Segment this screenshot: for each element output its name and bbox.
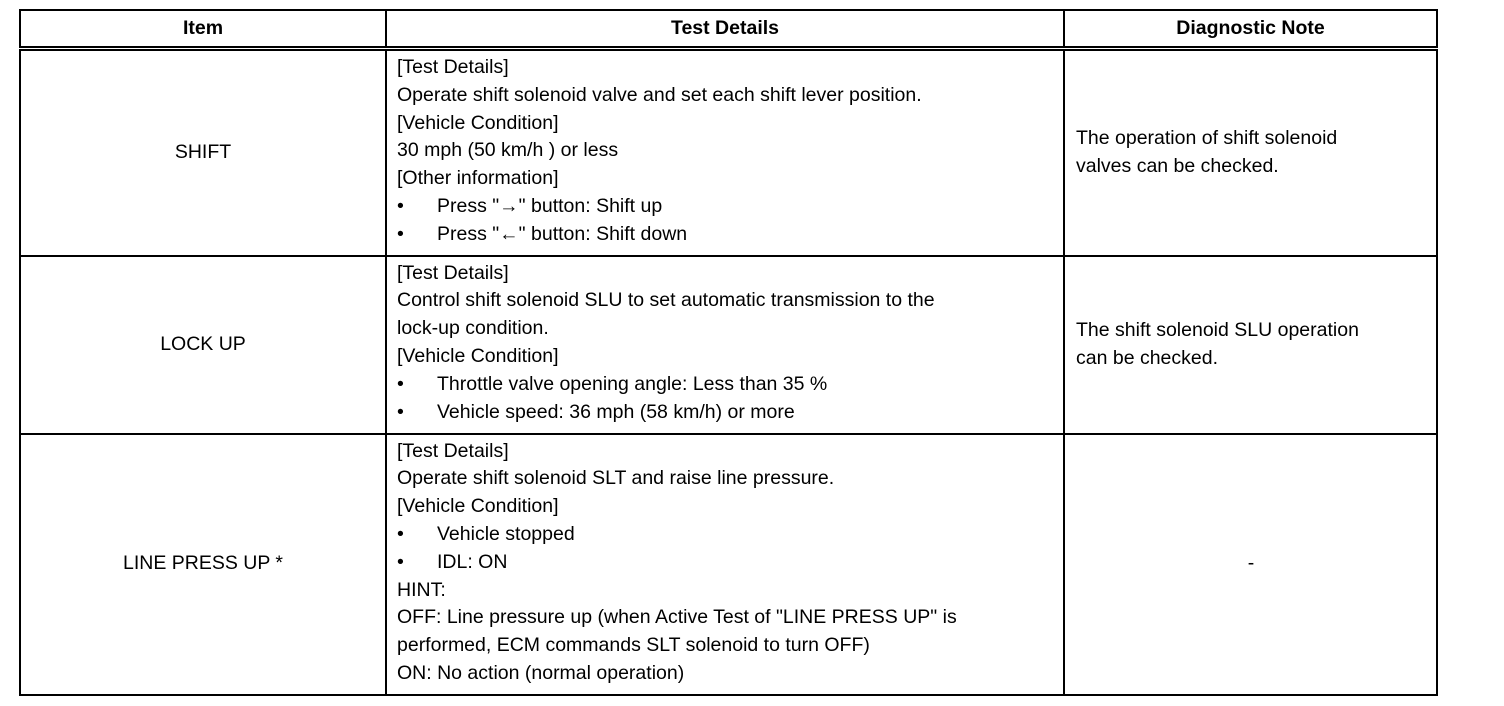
bullet-glyph: • (397, 194, 404, 217)
note-line: can be checked. (1076, 346, 1219, 369)
bullet-list-item (397, 399, 1055, 427)
detail-line: [Vehicle Condition] (397, 495, 559, 518)
detail-line: Operate shift solenoid valve and set each shift lever position. (397, 83, 922, 106)
bullet-text: Press "→" button: Shift up (437, 194, 663, 217)
note-line: valves can be checked. (1076, 154, 1279, 177)
detail-line: ON: No action (normal operation) (397, 661, 685, 684)
detail-line: Operate shift solenoid SLT and raise line pressure. (397, 467, 835, 490)
item-cell: LINE PRESS UP * (20, 434, 386, 695)
table-header-row (20, 10, 1437, 49)
bullet-text: Throttle valve opening angle: Less than 35 % (437, 372, 828, 395)
header-item: Item (20, 10, 386, 49)
active-test-table (19, 9, 1438, 696)
header-diagnostic-note: Diagnostic Note (1064, 10, 1437, 49)
details-cell (386, 49, 1064, 256)
bullet-text: Press "←" button: Shift down (437, 222, 688, 245)
details-cell (386, 434, 1064, 695)
detail-line: HINT: (397, 578, 446, 601)
detail-line: [Vehicle Condition] (397, 344, 559, 367)
bullet-text: IDL: ON (437, 550, 508, 573)
note-line: - (1247, 552, 1255, 575)
table-body (20, 49, 1437, 695)
note-cell (1064, 256, 1437, 434)
bullet-text: Vehicle speed: 36 mph (58 km/h) or more (437, 400, 795, 423)
detail-line: [Test Details] (397, 261, 509, 284)
bullet-glyph: • (397, 372, 404, 395)
note-line: The shift solenoid SLU operation (1076, 318, 1359, 341)
detail-line: [Test Details] (397, 56, 509, 78)
table-row (20, 256, 1437, 434)
bullet-glyph: • (397, 522, 404, 545)
bullet-list-item (397, 221, 1055, 249)
note-line: The operation of shift solenoid (1076, 126, 1338, 149)
bullet-glyph: • (397, 550, 404, 573)
bullet-list-item (397, 371, 1055, 399)
bullet-list-item (397, 193, 1055, 221)
detail-line: [Test Details] (397, 439, 509, 462)
bullet-list-item (397, 549, 1055, 577)
detail-line: OFF: Line pressure up (when Active Test of "LINE PRESS UP" is (397, 606, 957, 629)
item-cell: LOCK UP (20, 256, 386, 434)
detail-line: 30 mph (50 km/h ) or less (397, 139, 619, 162)
header-test-details: Test Details (386, 10, 1064, 49)
detail-line: [Other information] (397, 167, 559, 190)
detail-line: performed, ECM commands SLT solenoid to turn OFF) (397, 634, 870, 657)
detail-line: [Vehicle Condition] (397, 111, 559, 134)
active-test-table-container (19, 9, 1438, 696)
detail-line: Control shift solenoid SLU to set automatic transmission to the (397, 289, 935, 312)
detail-line: lock-up condition. (397, 317, 549, 340)
bullet-text: Vehicle stopped (437, 522, 575, 545)
note-cell (1064, 49, 1437, 256)
bullet-glyph: • (397, 222, 404, 245)
bullet-list-item (397, 521, 1055, 549)
item-cell: SHIFT (20, 49, 386, 256)
table-row (20, 49, 1437, 256)
bullet-glyph: • (397, 400, 404, 423)
note-cell (1064, 434, 1437, 695)
details-cell (386, 256, 1064, 434)
table-row (20, 434, 1437, 695)
